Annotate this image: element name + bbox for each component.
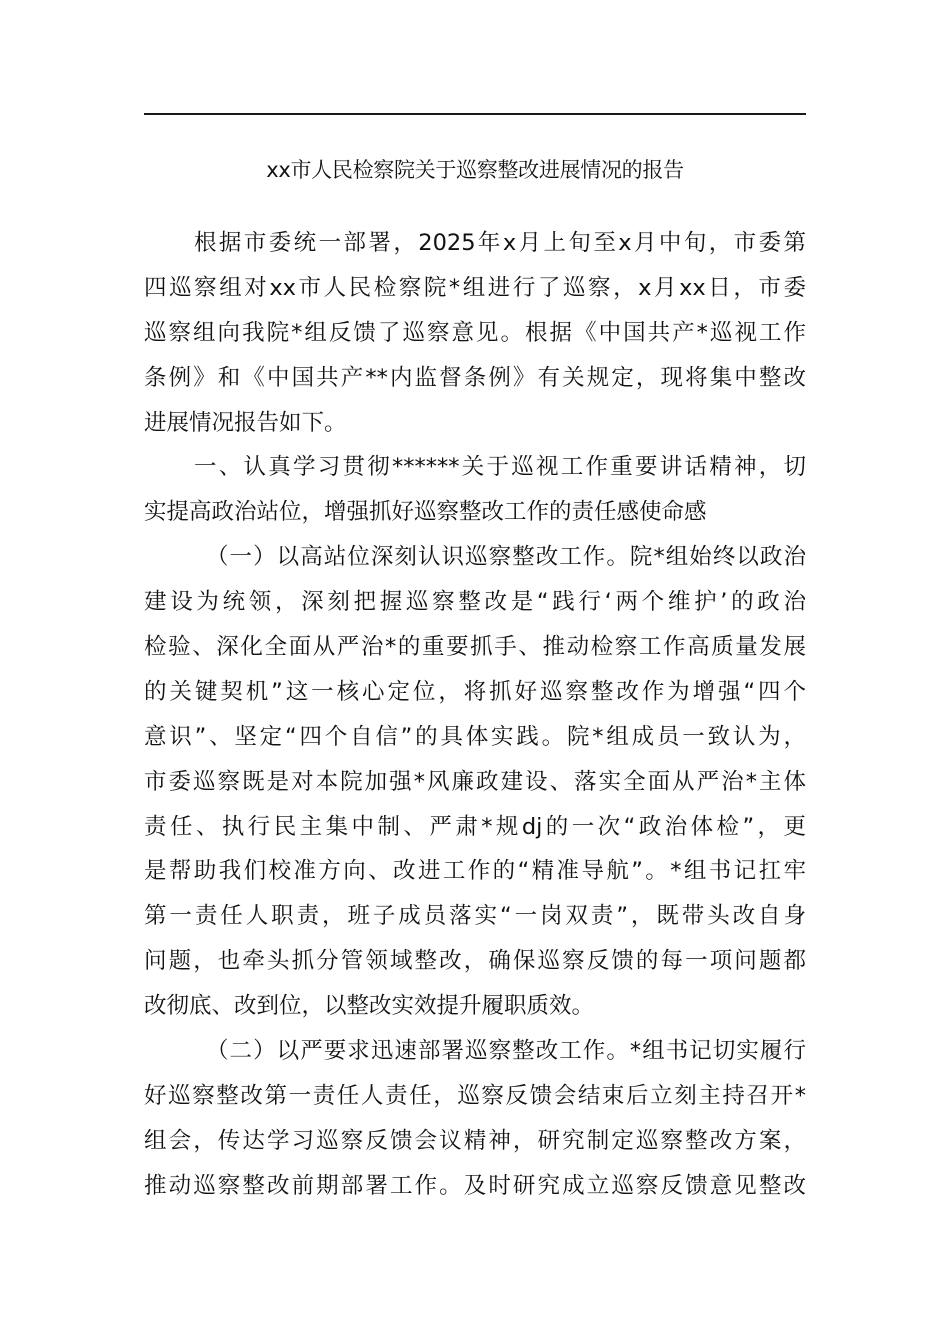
document-body — [144, 225, 806, 1213]
document-title: xx市人民检察院关于巡察整改进展情况的报告 — [266, 158, 684, 182]
text-line: 根据市委统一部署，2025年x月上旬至x月中旬，市委第 — [194, 230, 806, 256]
text-line: 问题，也牵头抓分管领域整改，确保巡察反馈的每一项问题都 — [144, 948, 806, 975]
text-line: 检验、深化全面从严治*的重要抓手、推动检察工作高质量发展 — [144, 634, 806, 661]
header-rule — [144, 113, 806, 115]
text-line: 的关键契机”这一核心定位，将抓好巡察整改作为增强“四个 — [144, 678, 806, 705]
section-heading-1 — [144, 449, 806, 539]
text-line: 推动巡察整改前期部署工作。及时研究成立巡察反馈意见整改 — [144, 1172, 806, 1199]
paragraph-intro — [144, 225, 806, 449]
text-line: （二）以严要求迅速部署巡察整改工作。*组书记切实履行 — [206, 1038, 806, 1065]
text-line: 巡察组向我院*组反馈了巡察意见。根据《中国共产*巡视工作 — [144, 319, 806, 346]
paragraph-subsection-1 — [144, 539, 806, 1033]
text-line: 组会，传达学习巡察反馈会议精神，研究制定巡察整改方案， — [144, 1127, 806, 1154]
text-line: （一）以高站位深刻认识巡察整改工作。院*组始终以政治 — [206, 544, 806, 571]
text-line: 一、认真学习贯彻******关于巡视工作重要讲话精神，切 — [194, 454, 806, 481]
text-line: 好巡察整改第一责任人责任，巡察反馈会结束后立刻主持召开* — [144, 1082, 806, 1109]
paragraph-subsection-2 — [144, 1033, 806, 1213]
text-line: 进展情况报告如下。 — [144, 409, 347, 436]
text-line: 条例》和《中国共产**内监督条例》有关规定，现将集中整改 — [144, 364, 806, 391]
text-line: 四巡察组对xx市人民检察院*组进行了巡察，x月xx日，市委 — [144, 274, 806, 301]
text-line: 责任、执行民主集中制、严肃*规dj的一次“政治体检”，更 — [144, 813, 806, 840]
text-line: 第一责任人职责，班子成员落实“一岗双责”，既带头改自身 — [144, 903, 806, 930]
text-line: 是帮助我们校准方向、改进工作的“精准导航”。*组书记扛牢 — [144, 858, 806, 885]
text-line: 市委巡察既是对本院加强*风廉政建设、落实全面从严治*主体 — [144, 768, 806, 795]
text-line: 改彻底、改到位，以整改实效提升履职质效。 — [144, 993, 595, 1020]
text-line: 建设为统领，深刻把握巡察整改是“践行‘两个维护’的政治 — [144, 589, 806, 616]
text-line: 实提高政治站位，增强抓好巡察整改工作的责任感使命感 — [144, 499, 707, 526]
text-line: 意识”、坚定“四个自信”的具体实践。院*组成员一致认为， — [144, 723, 806, 750]
